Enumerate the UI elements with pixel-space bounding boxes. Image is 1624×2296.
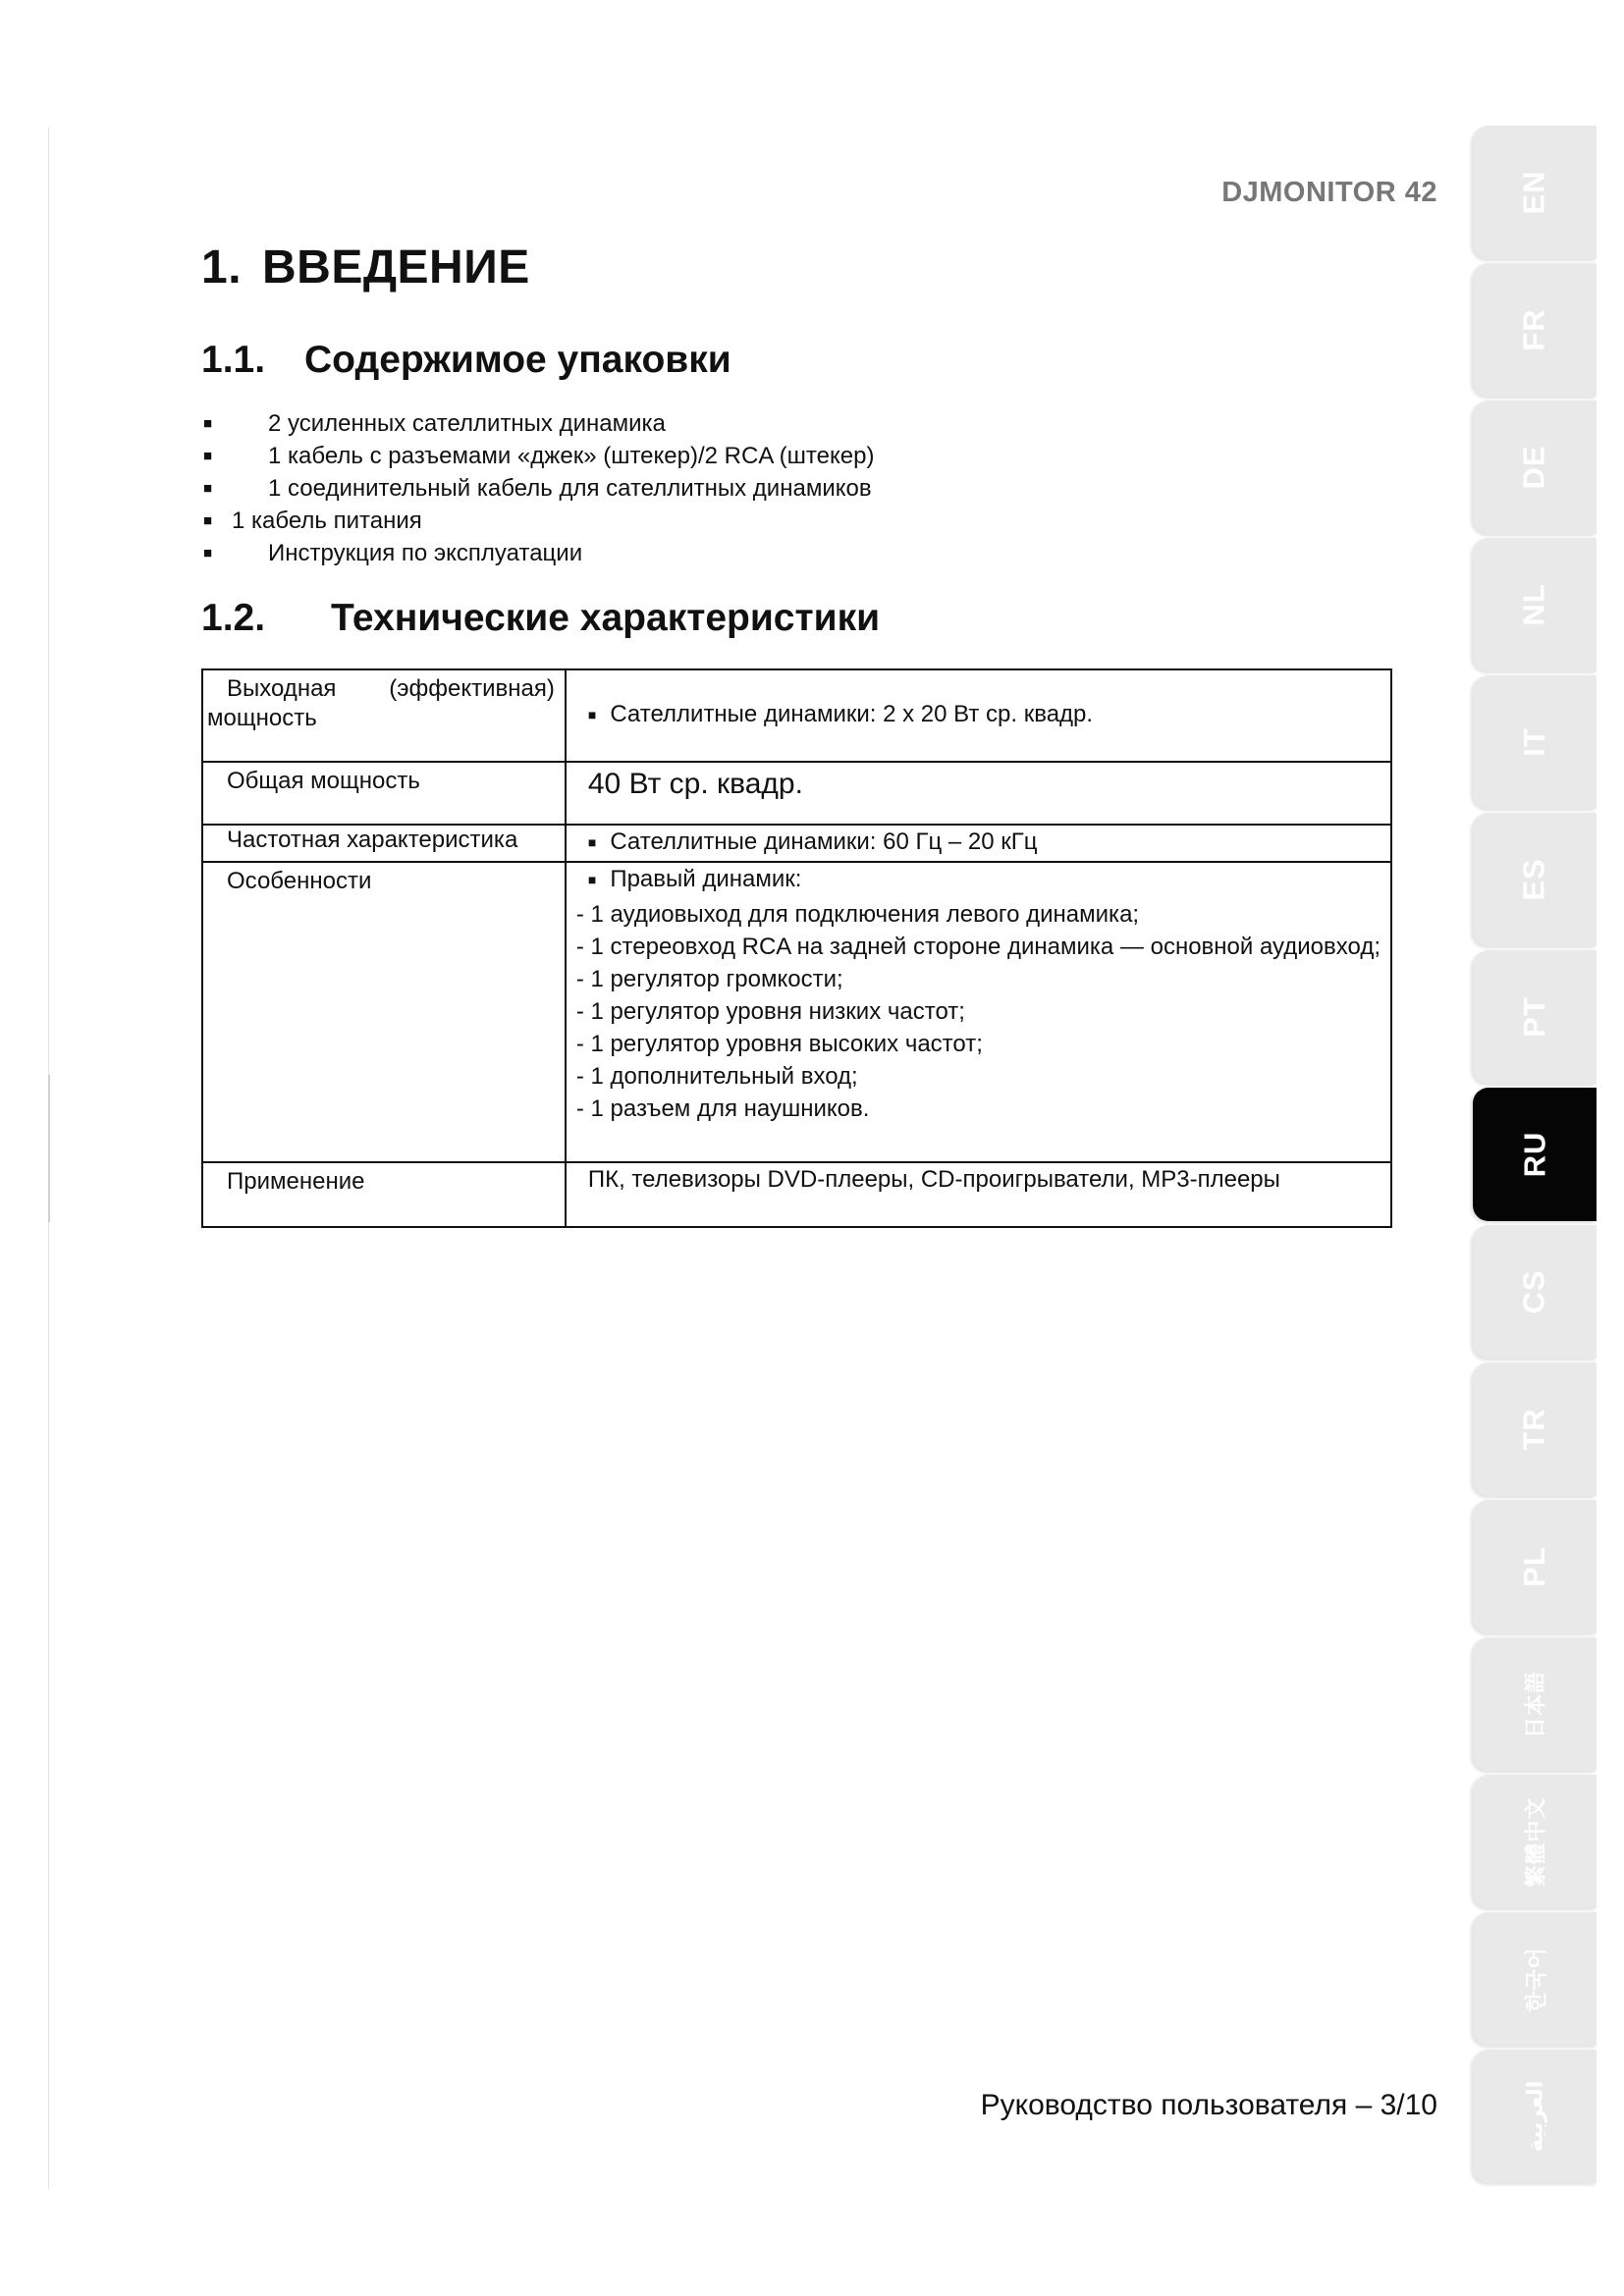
- table-row: [202, 1162, 1391, 1227]
- language-tab-ru[interactable]: RU: [1473, 1088, 1597, 1221]
- language-tab-de[interactable]: DE: [1473, 400, 1597, 534]
- specs-table: [201, 668, 1392, 1228]
- subsection-heading-contents: [201, 339, 731, 382]
- subsection-title: Содержимое упаковки: [304, 339, 731, 381]
- spec-key-cell: Применение: [202, 1162, 566, 1227]
- spec-key-cell: Выходная (эффективная) мощность: [202, 669, 566, 762]
- page-edge-mark: [48, 1075, 50, 1222]
- language-tab-cs[interactable]: CS: [1473, 1225, 1597, 1359]
- subsection-number: 1.1.: [201, 339, 266, 381]
- page-footer: Руководство пользователя – 3/10: [980, 2089, 1437, 2121]
- language-tab-ar[interactable]: العربية: [1473, 2050, 1597, 2183]
- table-row: [202, 862, 1391, 1162]
- table-row: [202, 669, 1391, 762]
- section-heading-introduction: [201, 240, 530, 294]
- section-title: ВВЕДЕНИЕ: [262, 241, 530, 294]
- subsection-heading-specs: [201, 597, 880, 640]
- bullet-icon: ■: [203, 448, 213, 464]
- language-tab-fr[interactable]: FR: [1473, 263, 1597, 397]
- bullet-icon: ■: [203, 480, 213, 497]
- table-row: [202, 762, 1391, 825]
- language-tab-es[interactable]: ES: [1473, 813, 1597, 946]
- bullet-icon: ■: [203, 545, 213, 561]
- table-row: [202, 825, 1391, 862]
- bullet-icon: ■: [587, 834, 597, 850]
- language-tab-ja[interactable]: 日本語: [1473, 1637, 1597, 1771]
- subsection-title: Технические характеристики: [331, 597, 881, 639]
- bullet-icon: ■: [587, 707, 597, 722]
- product-name: DJMONITOR 42: [1221, 177, 1437, 208]
- section-number: 1.: [201, 241, 243, 294]
- bullet-icon: ■: [587, 872, 597, 887]
- language-tab-zh[interactable]: 繁體中文: [1473, 1775, 1597, 1908]
- spec-value-cell: ■ Сателлитные динамики: 60 Гц – 20 кГц: [566, 825, 1391, 862]
- spec-key-cell: Общая мощность: [202, 762, 566, 825]
- spec-key-cell: Частотная характеристика: [202, 825, 566, 862]
- spec-value-cell: ■ Сателлитные динамики: 2 x 20 Вт ср. квадр.: [566, 669, 1391, 762]
- spec-value-cell: ■ Правый динамик: - 1 аудиовыход для подключения левого динамика; - 1 стереовход RCA на задней стороне динамика — основной аудиовход; - 1 регулятор громкости; - 1 регулятор уровня низких частот; - 1 регулятор уровня высоких частот; - 1 дополнительный вход; - 1 разъем для наушников.: [566, 862, 1391, 1162]
- language-tab-nl[interactable]: NL: [1473, 538, 1597, 671]
- language-tab-it[interactable]: IT: [1473, 675, 1597, 809]
- language-tab-pt[interactable]: PT: [1473, 950, 1597, 1084]
- language-tab-pl[interactable]: PL: [1473, 1500, 1597, 1633]
- language-tab-tr[interactable]: TR: [1473, 1362, 1597, 1496]
- spec-value-cell: ПК, телевизоры DVD-плееры, CD-проигрыватели, MP3-плееры: [566, 1162, 1391, 1227]
- language-tab-ko[interactable]: 한국어: [1473, 1912, 1597, 2046]
- spec-key-cell: Особенности: [202, 862, 566, 1162]
- subsection-number: 1.2.: [201, 597, 266, 639]
- language-tab-en[interactable]: EN: [1473, 126, 1597, 259]
- spec-value-cell: 40 Вт ср. квадр.: [566, 762, 1391, 825]
- bullet-icon: ■: [203, 512, 213, 529]
- bullet-icon: ■: [203, 415, 213, 432]
